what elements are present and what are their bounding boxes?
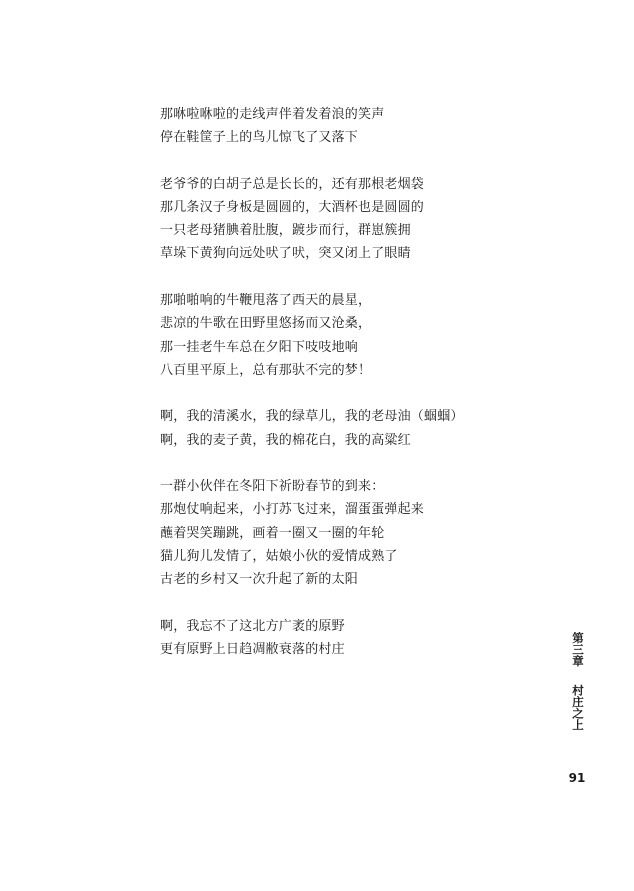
poem-line: 啊，我忘不了这北方广袤的原野: [160, 618, 345, 634]
poem-line: 蘸着哭笑蹦跳，画着一圈又一圈的年轮: [160, 525, 385, 541]
poem-line: 停在鞋筐子上的鸟儿惊飞了又落下: [160, 130, 359, 146]
stanza-5: [160, 475, 480, 591]
poem-line: 那咻啦咻啦的走线声伴着发着浪的笑声: [160, 107, 385, 122]
poem-line: 那啪啪响的牛鞭甩落了西天的晨星，: [160, 293, 372, 309]
poem-line: 那炮仗响起来，小打苏飞过来，溜蛋蛋弹起来: [160, 502, 425, 518]
poem-line: 一只老母猪腆着肚腹，踱步而行，群崽簇拥: [160, 223, 411, 239]
poem-line: 更有原野上日趋凋敝衰落的村庄: [160, 641, 345, 657]
stanza-3: [160, 289, 480, 382]
poem-line: 那几条汉子身板是圆圆的，大酒杯也是圆圆的: [160, 200, 425, 216]
poem-line: 那一挂老牛车总在夕阳下吱吱地响: [160, 339, 359, 355]
page-number: 91: [568, 771, 586, 785]
stanza-2: [160, 173, 480, 266]
stanza-4: [160, 405, 480, 451]
stanza-6: [160, 615, 480, 661]
chapter-title: 村庄之上: [571, 684, 585, 731]
poem-line: 猫儿狗儿发情了，姑娘小伙的爱情成熟了: [160, 548, 398, 564]
chapter-number: 第三章: [571, 632, 585, 667]
poem-line: 古老的乡村又一次升起了新的太阳: [160, 572, 359, 587]
poem-line: 一群小伙伴在冬阳下祈盼春节的到来：: [160, 479, 385, 495]
poem-line: 啊，我的清溪水，我的绿草儿，我的老母油（蝈蝈）: [160, 409, 464, 425]
poem-line: 草垛下黄狗向远处吠了吠，突又闭上了眼睛: [160, 246, 411, 262]
poem-line: 啊，我的麦子黄，我的棉花白，我的高粱红: [160, 432, 411, 448]
stanza-1: [160, 103, 480, 149]
poem-line: 八百里平原上，总有那驮不完的梦！: [160, 362, 372, 378]
poem-line: 悲凉的牛歌在田野里悠扬而又沧桑，: [160, 316, 372, 332]
chapter-running-head: [569, 632, 585, 731]
poem-body: [160, 103, 480, 685]
poem-line: 老爷爷的白胡子总是长长的，还有那根老烟袋: [160, 176, 425, 192]
